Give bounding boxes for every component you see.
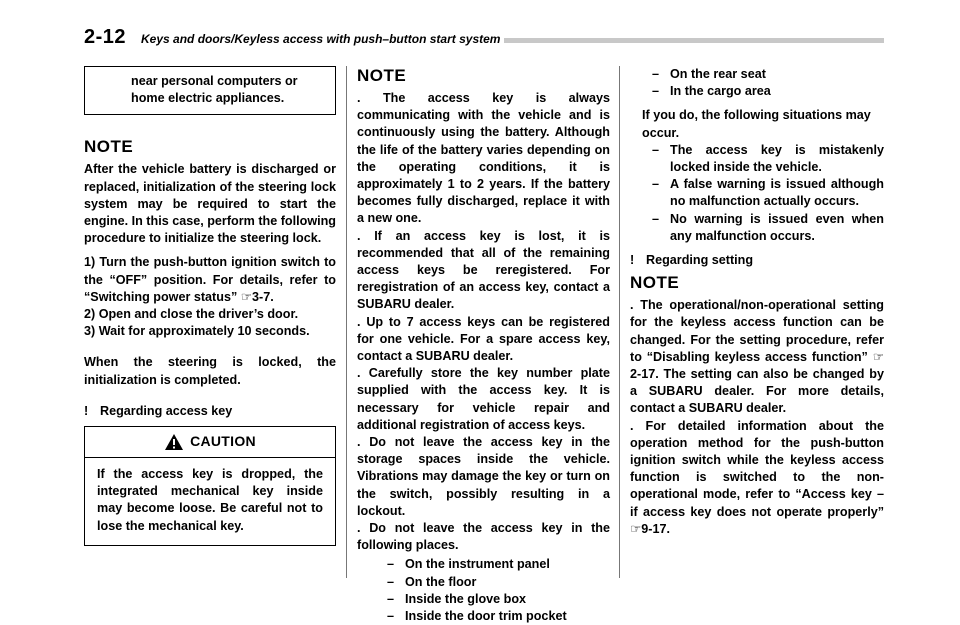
place-item xyxy=(357,591,610,608)
dash: – xyxy=(387,557,395,572)
list-item xyxy=(630,297,884,417)
list-item xyxy=(357,434,610,520)
note-title: NOTE xyxy=(357,66,407,85)
place-text: On the rear seat xyxy=(670,67,766,81)
bullet-heading-setting xyxy=(630,252,884,269)
item-text: For detailed information about the operation method for the push-button ignition switch while the keyless access function is switched to the non-operational mode, refer to “Access key – if access key does not operate properly” xyxy=(630,418,884,519)
dash: – xyxy=(387,574,395,589)
ref-icon: ☞ xyxy=(240,289,253,304)
list-item xyxy=(357,520,610,554)
step-2: 2) Open and close the driver’s door. xyxy=(84,307,299,322)
column-divider xyxy=(619,66,620,578)
box-top-text: near personal computers or home electric appliances. xyxy=(131,74,298,106)
bullet-mark: ! xyxy=(84,403,89,418)
place-text: On the floor xyxy=(405,574,477,589)
item-text: Carefully store the key number plate supplied with the access key. It is necessary for vehicle repair and additional registration of access keys. xyxy=(357,366,611,432)
place-item xyxy=(357,574,610,591)
item-text: Up to 7 access keys can be registered for one vehicle. For a spare access key, contact a SUBARU dealer. xyxy=(357,314,610,364)
step-1 xyxy=(84,254,336,306)
warning-triangle-icon xyxy=(164,433,184,451)
place-item xyxy=(630,83,884,100)
item-dot: . xyxy=(357,91,361,105)
list-item xyxy=(630,418,884,538)
bullet-mark: ! xyxy=(630,253,635,268)
list-item xyxy=(357,365,610,434)
item-dot: . xyxy=(357,314,361,329)
dash: – xyxy=(387,609,395,624)
dash: – xyxy=(652,142,660,157)
item-ref: 2-17. The setting can also be changed by a SUBARU dealer. For more details, contact a SUBARU dealer. xyxy=(630,367,884,416)
situation-text: No warning is issued even when any malfunction occurs. xyxy=(670,211,884,243)
bullet-heading-access-key xyxy=(84,403,336,420)
step-1-ref: 3-7. xyxy=(252,289,274,304)
caution-text: If the access key is dropped, the integrated mechanical key inside may become loose. Be careful not to lose the mechanical key. xyxy=(97,467,323,533)
caution-title: CAUTION xyxy=(190,433,256,450)
dash: – xyxy=(652,211,660,226)
column-middle xyxy=(357,66,610,625)
column-right xyxy=(630,66,884,538)
item-dot: . xyxy=(357,435,361,450)
header-rule xyxy=(504,38,884,43)
item-text: The operational/non-operational setting for the keyless access function can be changed. For the setting procedure, refer to “Disabling keyless access function” xyxy=(630,298,884,364)
situation-item xyxy=(630,176,884,210)
dash: – xyxy=(387,591,395,606)
list-item xyxy=(357,90,610,228)
ref-icon: ☞ xyxy=(872,349,884,364)
if-you-do-paragraph: If you do, the following situations may occur. xyxy=(642,108,871,140)
bullet-heading-text: Regarding access key xyxy=(100,403,233,418)
page-header xyxy=(84,26,884,52)
section-title: Keys and doors/Keyless access with push–button start system xyxy=(141,32,501,46)
place-text: On the instrument panel xyxy=(405,557,550,572)
item-text: Do not leave the access key in the following places. xyxy=(357,521,610,553)
step-3: 3) Wait for approximately 10 seconds. xyxy=(84,324,310,339)
caution-box xyxy=(84,426,336,546)
place-item xyxy=(630,66,884,83)
place-text: Inside the glove box xyxy=(405,591,527,606)
item-text: If an access key is lost, it is recommended that all of the remaining access keys be reregistered. For reregistration of an access key, contact a SUBARU dealer. xyxy=(357,228,610,312)
bullet-heading-text: Regarding setting xyxy=(646,253,754,268)
list-item xyxy=(357,228,610,314)
ref-icon: ☞ xyxy=(630,521,642,536)
situation-item xyxy=(630,211,884,245)
place-text: Inside the door trim pocket xyxy=(405,609,567,624)
situation-item xyxy=(630,142,884,176)
step-1-text: 1) Turn the push-button ignition switch to the “OFF” position. For details, refer to “Switching power status” xyxy=(84,255,336,304)
caution-header xyxy=(85,427,335,458)
list-item xyxy=(357,314,610,366)
column-divider xyxy=(346,66,347,578)
item-ref: 9-17. xyxy=(641,521,671,536)
situation-text: The access key is mistakenly locked inside the vehicle. xyxy=(670,142,884,175)
item-dot: . xyxy=(357,521,361,536)
locked-paragraph: When the steering is locked, the initialization is completed. xyxy=(84,355,336,387)
item-dot: . xyxy=(357,228,361,243)
situation-text: A false warning is issued although no malfunction actually occurs. xyxy=(670,177,884,209)
item-dot: . xyxy=(630,298,634,313)
item-dot: . xyxy=(630,418,634,433)
note-title: NOTE xyxy=(84,137,134,157)
place-item xyxy=(357,556,610,573)
dash: – xyxy=(652,84,660,99)
item-text: The access key is always communicating with the vehicle and is continuously using the battery. Although the life of the battery varies depending on the operating conditions, it is approximately 1 to 2 years. If the battery becomes fully discharged, replace it with a new one. xyxy=(357,91,610,226)
place-text: In the cargo area xyxy=(670,84,771,99)
item-dot: . xyxy=(357,366,361,381)
dash: – xyxy=(652,67,660,81)
item-text: Do not leave the access key in the storage spaces inside the vehicle. Vibrations may damage the key or turn on the switch, possibly resulting in a lockout. xyxy=(357,435,610,518)
page-number: 2-12 xyxy=(84,26,127,48)
note-paragraph: After the vehicle battery is discharged or replaced, initialization of the steering lock system may be required to start the engine. In this case, perform the following procedure to initialize the steering lock. xyxy=(84,162,336,246)
column-left xyxy=(84,66,336,546)
note-title: NOTE xyxy=(630,273,680,293)
top-box xyxy=(84,66,336,115)
dash: – xyxy=(652,177,660,192)
